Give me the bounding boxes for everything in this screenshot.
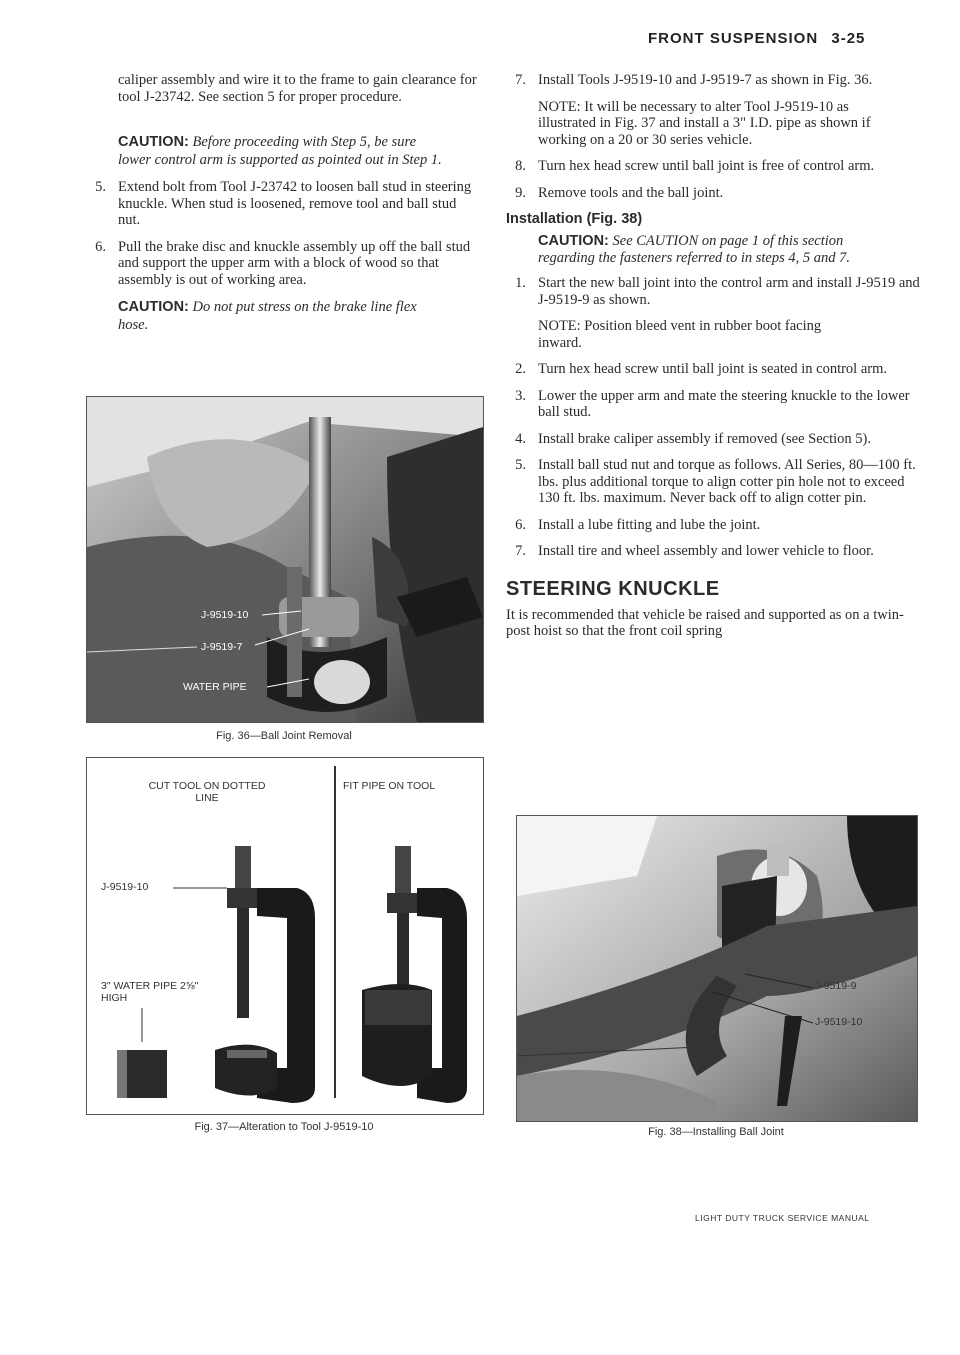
fig38-caption: Fig. 38—Installing Ball Joint <box>648 1126 784 1138</box>
intro-paragraph: caliper assembly and wire it to the frame to gain clearance for tool J-23742. See section 5 for proper procedure. <box>118 72 477 105</box>
fig36-label-tool10: J-9519-10 <box>201 609 249 621</box>
list-item: 5. Extend bolt from Tool J-23742 to loosen ball stud in steering knuckle. When stud is loosened, remove tool and ball stud nut. <box>95 179 472 228</box>
caution-fasteners <box>506 233 922 267</box>
fig36-label-water-pipe: WATER PIPE <box>183 681 247 693</box>
list-item: 8. Turn hex head screw until ball joint is free of control arm. <box>515 158 875 174</box>
caution-step5 <box>86 133 478 169</box>
installation-steps-2 <box>506 361 922 560</box>
left-column <box>86 72 478 334</box>
list-item: 6. Pull the brake disc and knuckle assembly up off the ball stud and support the upper arm with a block of wood so that assembly is out of working area. <box>95 238 471 288</box>
removal-steps-left <box>86 179 478 288</box>
installation-heading: Installation (Fig. 38) <box>506 211 643 227</box>
caution-brake-line <box>86 298 478 334</box>
list-item: 3. Lower the upper arm and mate the steering knuckle to the lower ball stud. <box>515 387 910 420</box>
fig37-label-cut-tool: CUT TOOL ON DOTTED LINE <box>148 780 266 804</box>
list-item: 1. Start the new ball joint into the control arm and install J-9519 and J-9519-9 as shown. <box>515 275 920 308</box>
list-item: 4. Install brake caliper assembly if removed (see Section 5). <box>515 430 871 447</box>
caution-text: Do not put stress on the brake line flex hose. <box>118 299 417 333</box>
fig37-illustration <box>86 757 484 1115</box>
right-column <box>506 72 922 640</box>
installing-ball-joint-illustration <box>517 816 917 1121</box>
fig37-label-water-pipe: 3" WATER PIPE 2⅝" HIGH <box>101 980 199 1004</box>
fig38-label-tool10: J-9519-10 <box>815 1016 863 1028</box>
fig36-label-tool7: J-9519-7 <box>201 641 243 653</box>
fig36-photo <box>86 396 484 723</box>
fig37-label-fit-pipe: FIT PIPE ON TOOL <box>343 780 436 792</box>
list-item: 9. Remove tools and the ball joint. <box>515 184 724 201</box>
caution-text: Before proceeding with Step 5, be sure lower control arm is supported as pointed out in Step 1. <box>118 134 442 168</box>
installation-steps <box>506 275 922 308</box>
steering-knuckle-paragraph: It is recommended that vehicle be raised and supported as on a twin-post hoist so that the front coil spring <box>506 606 904 639</box>
caution-label: CAUTION: <box>118 299 189 315</box>
list-item: 5. Install ball stud nut and torque as follows. All Series, 80—100 ft. lbs. plus additional torque to align cotter pin hole not to exceed 130 ft. lbs. maximum. Never back off to align cotter pin. <box>515 457 916 506</box>
fig37-label-tool: J-9519-10 <box>101 881 149 893</box>
caution-label: CAUTION: <box>118 134 189 150</box>
tool-alteration-diagram <box>87 758 483 1114</box>
header-section: FRONT SUSPENSION <box>648 30 819 47</box>
note-bleed-vent: NOTE: Position bleed vent in rubber boot facing inward. <box>538 318 822 351</box>
list-item: 6. Install a lube fitting and lube the joint. <box>515 516 761 533</box>
list-item: 7. Install tire and wheel assembly and lower vehicle to floor. <box>515 543 874 559</box>
removal-steps-right <box>506 72 922 89</box>
fig37-caption: Fig. 37—Alteration to Tool J-9519-10 <box>194 1121 374 1133</box>
removal-steps-right-2 <box>506 158 922 201</box>
caution-text: See CAUTION on page 1 of this section regarding the fasteners referred to in steps 4, 5 and 7. <box>538 233 850 266</box>
ball-joint-removal-illustration <box>87 397 483 722</box>
list-item: 2. Turn hex head screw until ball joint is seated in control arm. <box>515 361 888 377</box>
note-alter-tool: NOTE: It will be necessary to alter Tool J-9519-10 as illustrated in Fig. 37 and install a 3" I.D. pipe as shown if working on a 20 or 30 series vehicle. <box>538 98 871 148</box>
fig38-photo <box>516 815 918 1122</box>
header-page-number: 3-25 <box>831 30 866 47</box>
footer-manual-title: LIGHT DUTY TRUCK SERVICE MANUAL <box>695 1213 870 1223</box>
fig36-caption: Fig. 36—Ball Joint Removal <box>216 730 352 742</box>
list-item: 7. Install Tools J-9519-10 and J-9519-7 as shown in Fig. 36. <box>515 72 873 88</box>
fig38-label-tool9: J-9519-9 <box>815 980 857 992</box>
steering-knuckle-heading: STEERING KNUCKLE <box>506 577 720 600</box>
caution-label: CAUTION: <box>538 233 609 249</box>
running-header <box>648 30 865 47</box>
